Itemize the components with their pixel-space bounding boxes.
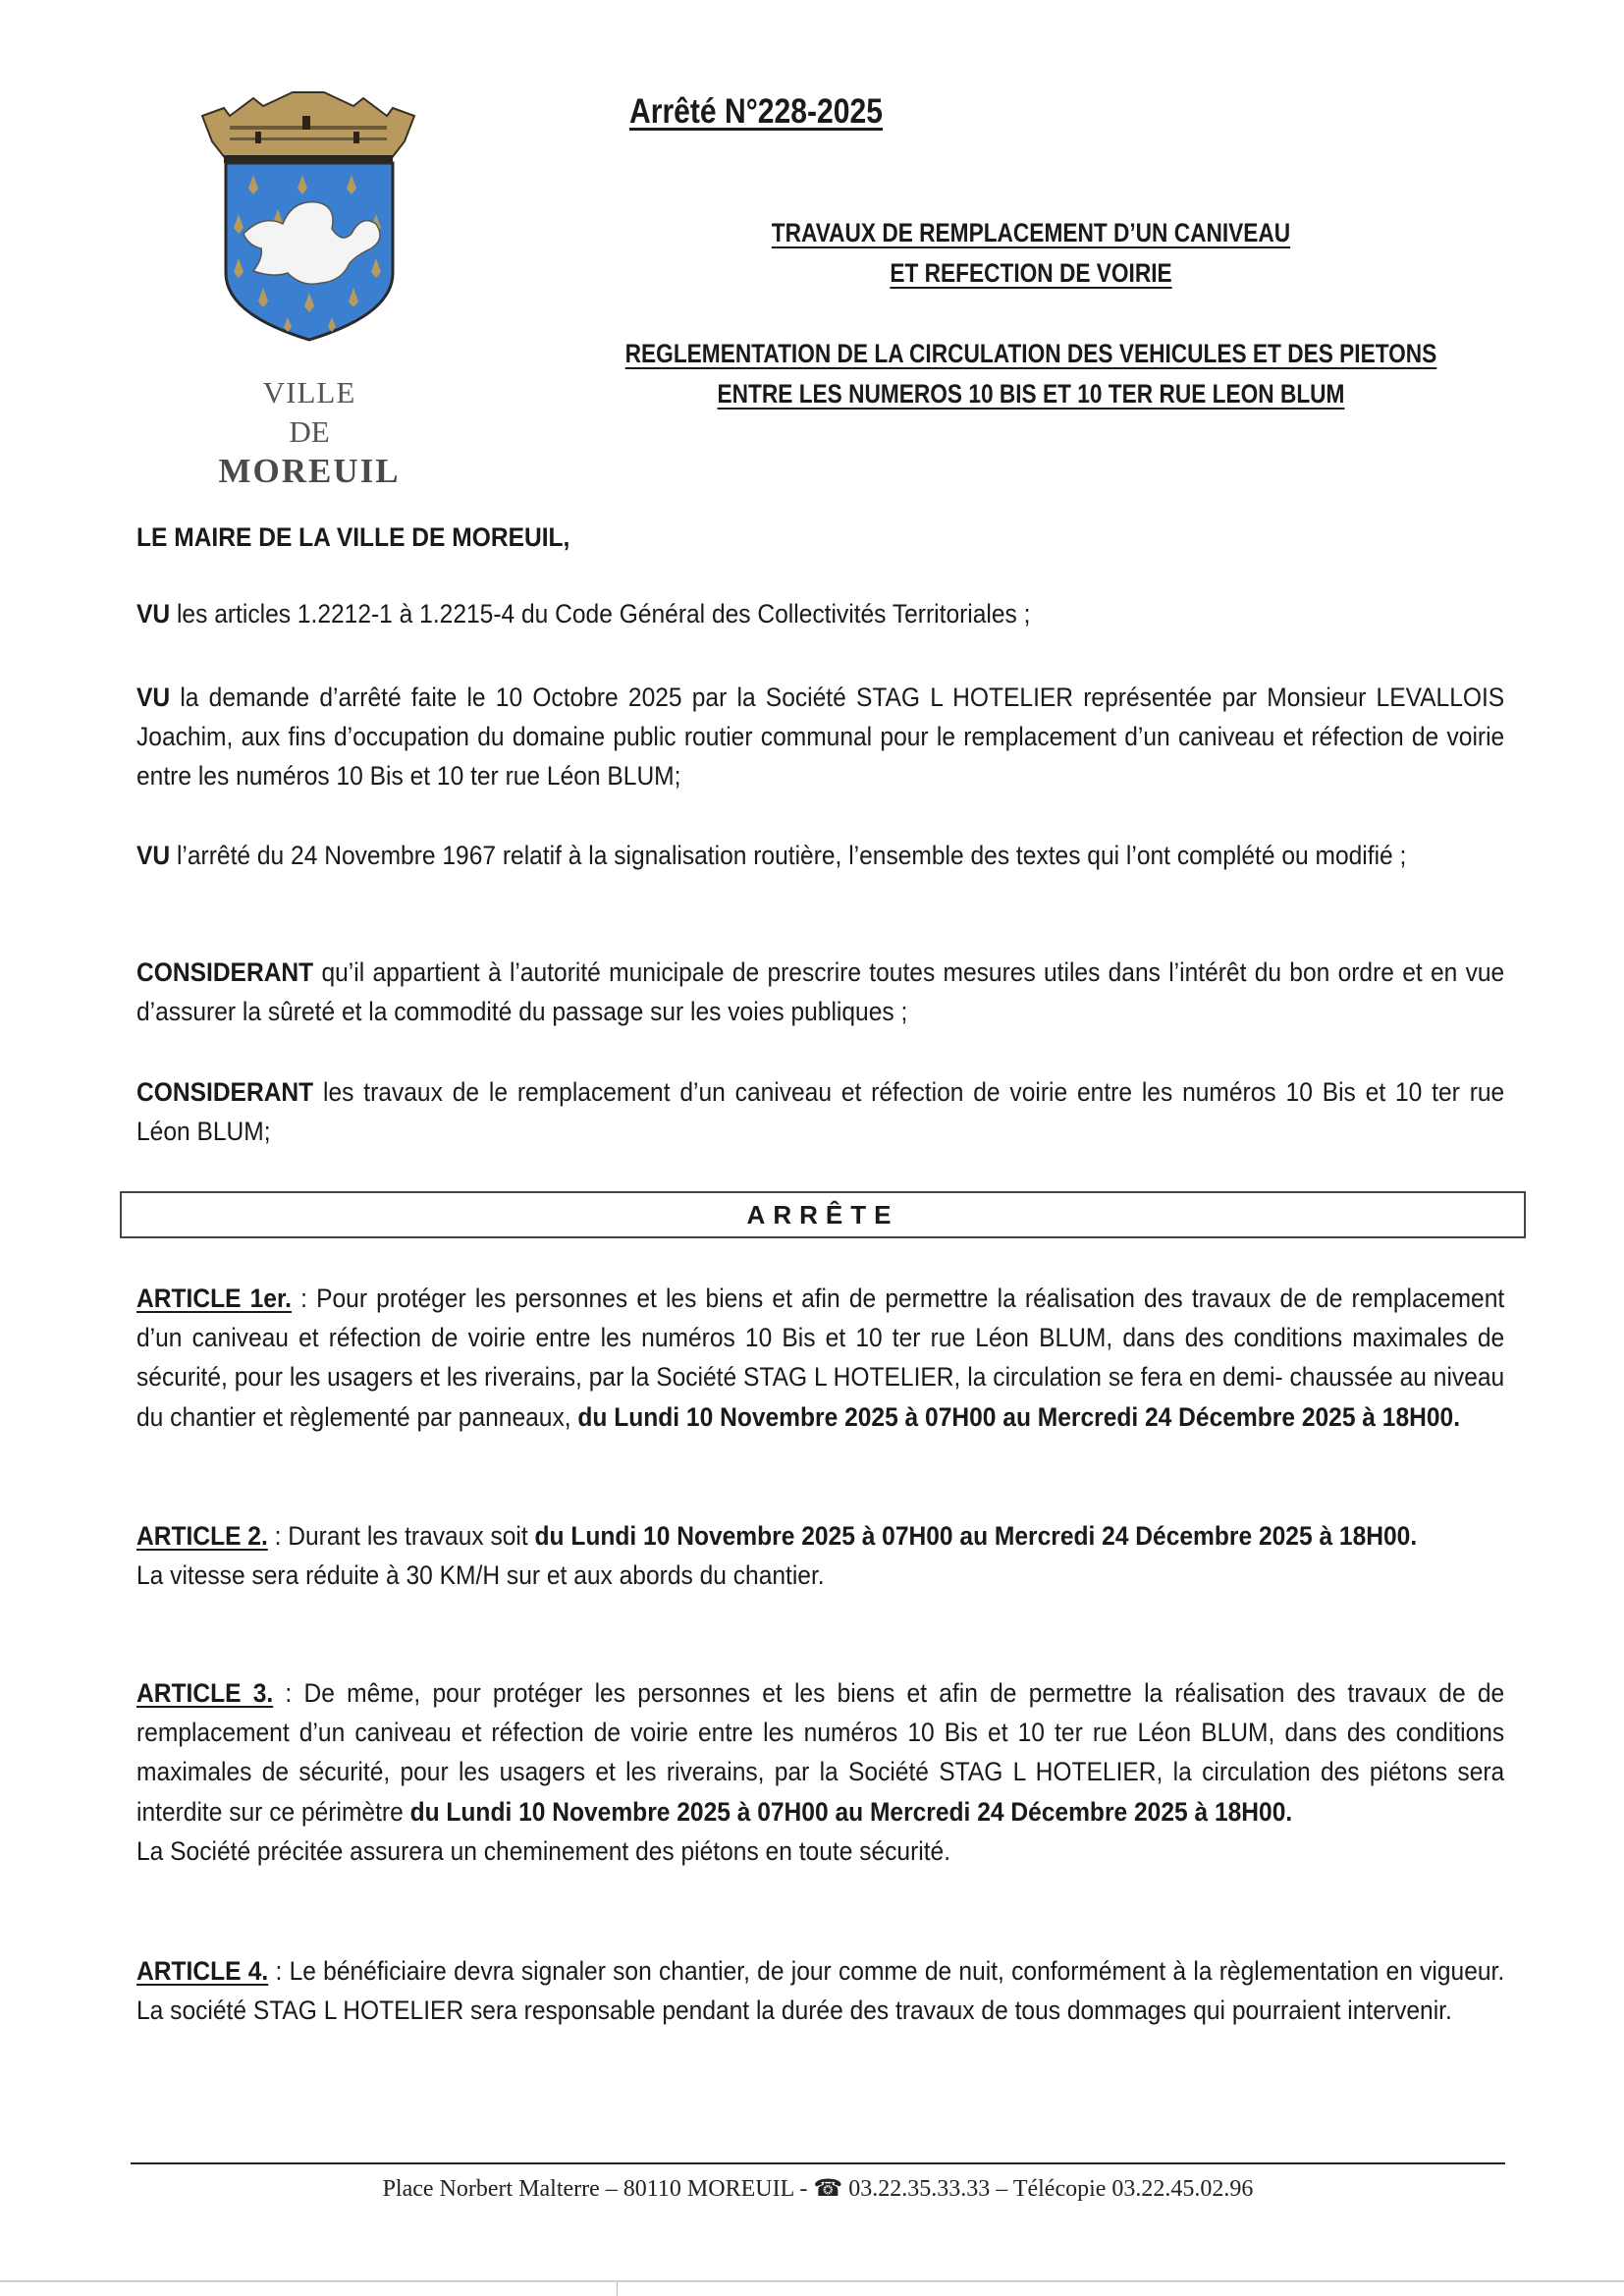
footer-contact bbox=[131, 2174, 1505, 2203]
article-label: ARTICLE 4. bbox=[136, 1956, 269, 1986]
clause-lead: VU bbox=[136, 841, 171, 870]
subject-heading-line: TRAVAUX DE REMPLACEMENT D’UN CANIVEAU bbox=[771, 218, 1291, 247]
article-text: : De même, pour protéger les personnes et les biens et afin de permettre la réalisation des travaux de de remplacement d’un caniveau et réfection de voirie entre les numéros 10 Bis et 10 ter rue Léon BLUM, dans des conditions maximales de sécurité, pour les usagers et les riverains, par la Société STAG L HOTELIER, la circulation des piétons sera interdite sur ce périmètre bbox=[136, 1678, 1505, 1827]
article-label: ARTICLE 2. bbox=[136, 1521, 268, 1551]
clause-text: les travaux de le remplacement d’un caniveau et réfection de voirie entre les numéros 10 Bis et 10 ter rue Léon BLUM; bbox=[136, 1077, 1505, 1147]
telephone-icon: ☎ bbox=[813, 2176, 843, 2202]
footer-phone: 03.22.35.33.33 – Télécopie 03.22.45.02.96 bbox=[842, 2176, 1254, 2202]
coat-of-arms-icon bbox=[194, 86, 422, 342]
scan-edge-mark bbox=[617, 2282, 618, 2296]
order-number-title: Arrêté N°228-2025 bbox=[628, 92, 883, 131]
town-name-line: DE bbox=[289, 414, 330, 449]
mayor-heading-text: LE MAIRE DE LA VILLE DE MOREUIL, bbox=[136, 522, 570, 552]
clause-text: la demande d’arrêté faite le 10 Octobre 2025 par la Société STAG L HOTELIER représentée par Monsieur LEVALLOIS Joachim, aux fins d’occupation du domaine public routier communal pour le remplacement d’un caniveau et réfection de voirie entre les numéros 10 Bis et 10 ter rue Léon BLUM; bbox=[136, 683, 1505, 792]
article-1 bbox=[136, 1279, 1504, 1437]
footer-address: Place Norbert Malterre – 80110 MOREUIL - bbox=[382, 2176, 814, 2202]
article-period: du Lundi 10 Novembre 2025 à 07H00 au Mercredi 24 Décembre 2025 à 18H00. bbox=[409, 1796, 1293, 1827]
article-period: du Lundi 10 Novembre 2025 à 07H00 au Mercredi 24 Décembre 2025 à 18H00. bbox=[577, 1401, 1461, 1432]
preamble-clause bbox=[136, 678, 1504, 796]
regulation-heading-line: REGLEMENTATION DE LA CIRCULATION DES VEHICULES ET DES PIETONS bbox=[624, 339, 1437, 368]
regulation-heading-line: ENTRE LES NUMEROS 10 BIS ET 10 TER RUE LEON BLUM bbox=[717, 379, 1345, 409]
preamble-clause bbox=[136, 836, 1504, 875]
decision-label: ARRÊTE bbox=[746, 1200, 899, 1230]
article-text: : Le bénéficiaire devra signaler son chantier, de jour comme de nuit, conformément à la règlementation en vigueur. La société STAG L HOTELIER sera responsable pendant la durée des travaux de tous dommages qui pourraient intervenir. bbox=[136, 1956, 1505, 2026]
subject-heading-line: ET REFECTION DE VOIRIE bbox=[890, 258, 1172, 288]
mayor-heading bbox=[136, 518, 1504, 557]
article-2 bbox=[136, 1516, 1504, 1595]
scan-edge-line bbox=[0, 2280, 1624, 2282]
clause-text: qu’il appartient à l’autorité municipale de prescrire toutes mesures utiles dans l’intérêt du bon ordre et en vue d’assurer la sûreté et la commodité du passage sur les voies publiques ; bbox=[136, 957, 1505, 1027]
article-4 bbox=[136, 1951, 1504, 2030]
article-note: La vitesse sera réduite à 30 KM/H sur et aux abords du chantier. bbox=[136, 1560, 825, 1591]
clause-text: l’arrêté du 24 Novembre 1967 relatif à la signalisation routière, l’ensemble des textes qui l’ont complété ou modifié ; bbox=[170, 841, 1407, 870]
preamble-clause bbox=[136, 594, 1504, 633]
town-name-line: MOREUIL bbox=[218, 452, 401, 490]
article-text: : Durant les travaux soit bbox=[267, 1521, 535, 1551]
article-3 bbox=[136, 1673, 1504, 1871]
clause-lead: CONSIDERANT bbox=[136, 1077, 314, 1107]
article-text: : Pour protéger les personnes et les biens et afin de permettre la réalisation des travaux de de remplacement d’un caniveau et réfection de voirie entre les numéros 10 Bis et 10 ter rue Léon BLUM, dans des conditions maximales de sécurité, pour les usagers et les riverains, par la Société STAG L HOTELIER, la circulation se fera en demi- chaussée au niveau du chantier et règlementé par panneaux, bbox=[136, 1284, 1505, 1432]
clause-lead: VU bbox=[136, 683, 171, 712]
footer-divider bbox=[131, 2162, 1505, 2164]
clause-lead: CONSIDERANT bbox=[136, 957, 314, 987]
clause-text: les articles 1.2212-1 à 1.2215-4 du Code Général des Collectivités Territoriales ; bbox=[170, 599, 1031, 629]
article-note: La Société précitée assurera un cheminement des piétons en toute sécurité. bbox=[136, 1835, 951, 1866]
preamble-clause bbox=[136, 1072, 1504, 1151]
clause-lead: VU bbox=[136, 599, 171, 629]
town-name-line: VILLE bbox=[262, 375, 356, 410]
article-period: du Lundi 10 Novembre 2025 à 07H00 au Mercredi 24 Décembre 2025 à 18H00. bbox=[534, 1521, 1418, 1551]
preamble-clause bbox=[136, 953, 1504, 1031]
decision-box bbox=[120, 1191, 1526, 1238]
article-label: ARTICLE 1er. bbox=[136, 1284, 292, 1313]
article-label: ARTICLE 3. bbox=[136, 1678, 274, 1708]
